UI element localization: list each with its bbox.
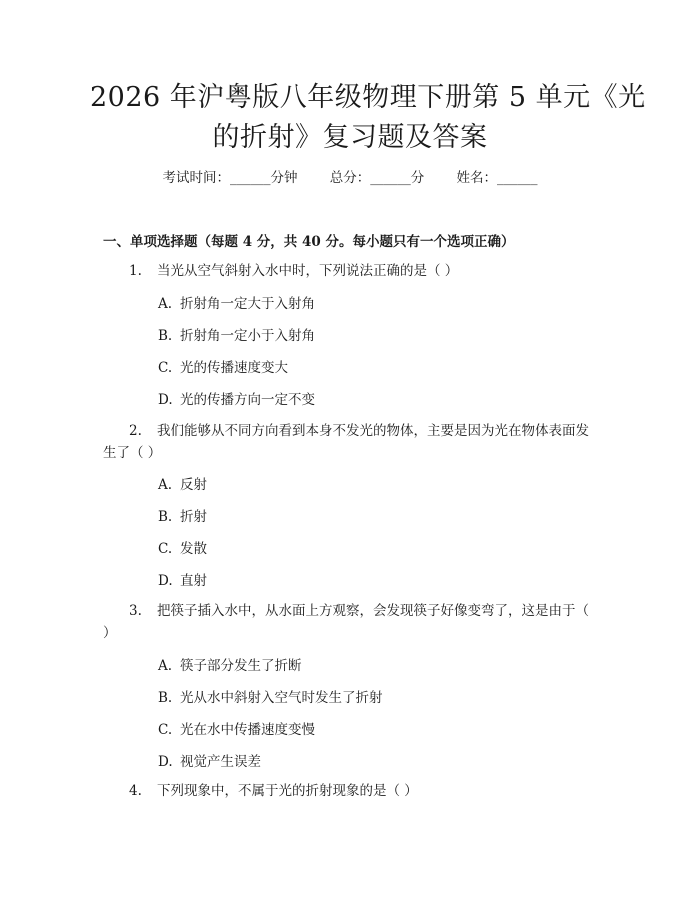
question-3 (103, 600, 595, 644)
option-text: 反射 (180, 477, 207, 493)
option-text: 折射角一定小于入射角 (180, 328, 315, 344)
question-2-option-b (158, 505, 207, 525)
question-2 (103, 420, 595, 464)
option-letter: D. (158, 392, 173, 408)
question-2-option-d (158, 569, 207, 589)
question-1-option-d (158, 388, 315, 408)
question-4 (103, 780, 595, 802)
option-letter: A. (158, 296, 173, 312)
option-text: 筷子部分发生了折断 (180, 658, 302, 674)
question-1 (103, 260, 595, 282)
question-3-option-d (158, 750, 261, 770)
option-text: 折射角一定大于入射角 (180, 296, 315, 312)
question-number: 1. (129, 263, 142, 279)
option-letter: B. (158, 509, 173, 525)
question-2-option-a (158, 473, 207, 493)
section-heading: 一、单项选择题（每题 4 分，共 40 分。每小题只有一个选项正确） (103, 234, 515, 250)
title-line-1: 2026 年沪粤版八年级物理下册第 5 单元《光 (90, 82, 646, 113)
question-text: 当光从空气斜射入水中时，下列说法正确的是（ ） (157, 263, 459, 279)
option-text: 视觉产生误差 (180, 754, 261, 770)
exam-info-row (0, 166, 700, 186)
question-text: 把筷子插入水中，从水面上方观察，会发现筷子好像变弯了，这是由于（ ） (103, 603, 589, 641)
total-score-field: 总分：______分 (329, 170, 425, 186)
question-number: 2. (129, 423, 142, 439)
question-text: 我们能够从不同方向看到本身不发光的物体，主要是因为光在物体表面发生了（ ） (103, 423, 589, 461)
question-2-option-c (158, 537, 207, 557)
option-text: 光从水中斜射入空气时发生了折射 (180, 690, 383, 706)
question-3-option-b (158, 686, 383, 706)
title-line-2: 的折射》复习题及答案 (212, 122, 488, 153)
question-number: 3. (129, 603, 142, 619)
option-letter: B. (158, 690, 173, 706)
option-letter: A. (158, 658, 173, 674)
question-1-option-b (158, 324, 315, 344)
question-1-option-a (158, 292, 315, 312)
option-letter: D. (158, 754, 173, 770)
question-text: 下列现象中，不属于光的折射现象的是（ ） (157, 783, 418, 799)
option-letter: C. (158, 722, 173, 738)
question-3-option-c (158, 718, 315, 738)
option-letter: C. (158, 541, 173, 557)
option-text: 光在水中传播速度变慢 (180, 722, 315, 738)
student-name-field: 姓名：______ (456, 170, 538, 186)
option-text: 发散 (180, 541, 207, 557)
document-title (90, 78, 646, 158)
question-1-option-c (158, 356, 288, 376)
question-number: 4. (129, 783, 142, 799)
option-text: 直射 (180, 573, 207, 589)
question-3-option-a (158, 654, 302, 674)
option-text: 光的传播速度变大 (180, 360, 288, 376)
option-text: 折射 (180, 509, 207, 525)
option-letter: A. (158, 477, 173, 493)
option-text: 光的传播方向一定不变 (180, 392, 315, 408)
option-letter: B. (158, 328, 173, 344)
exam-time-field: 考试时间：______分钟 (162, 170, 298, 186)
option-letter: D. (158, 573, 173, 589)
option-letter: C. (158, 360, 173, 376)
